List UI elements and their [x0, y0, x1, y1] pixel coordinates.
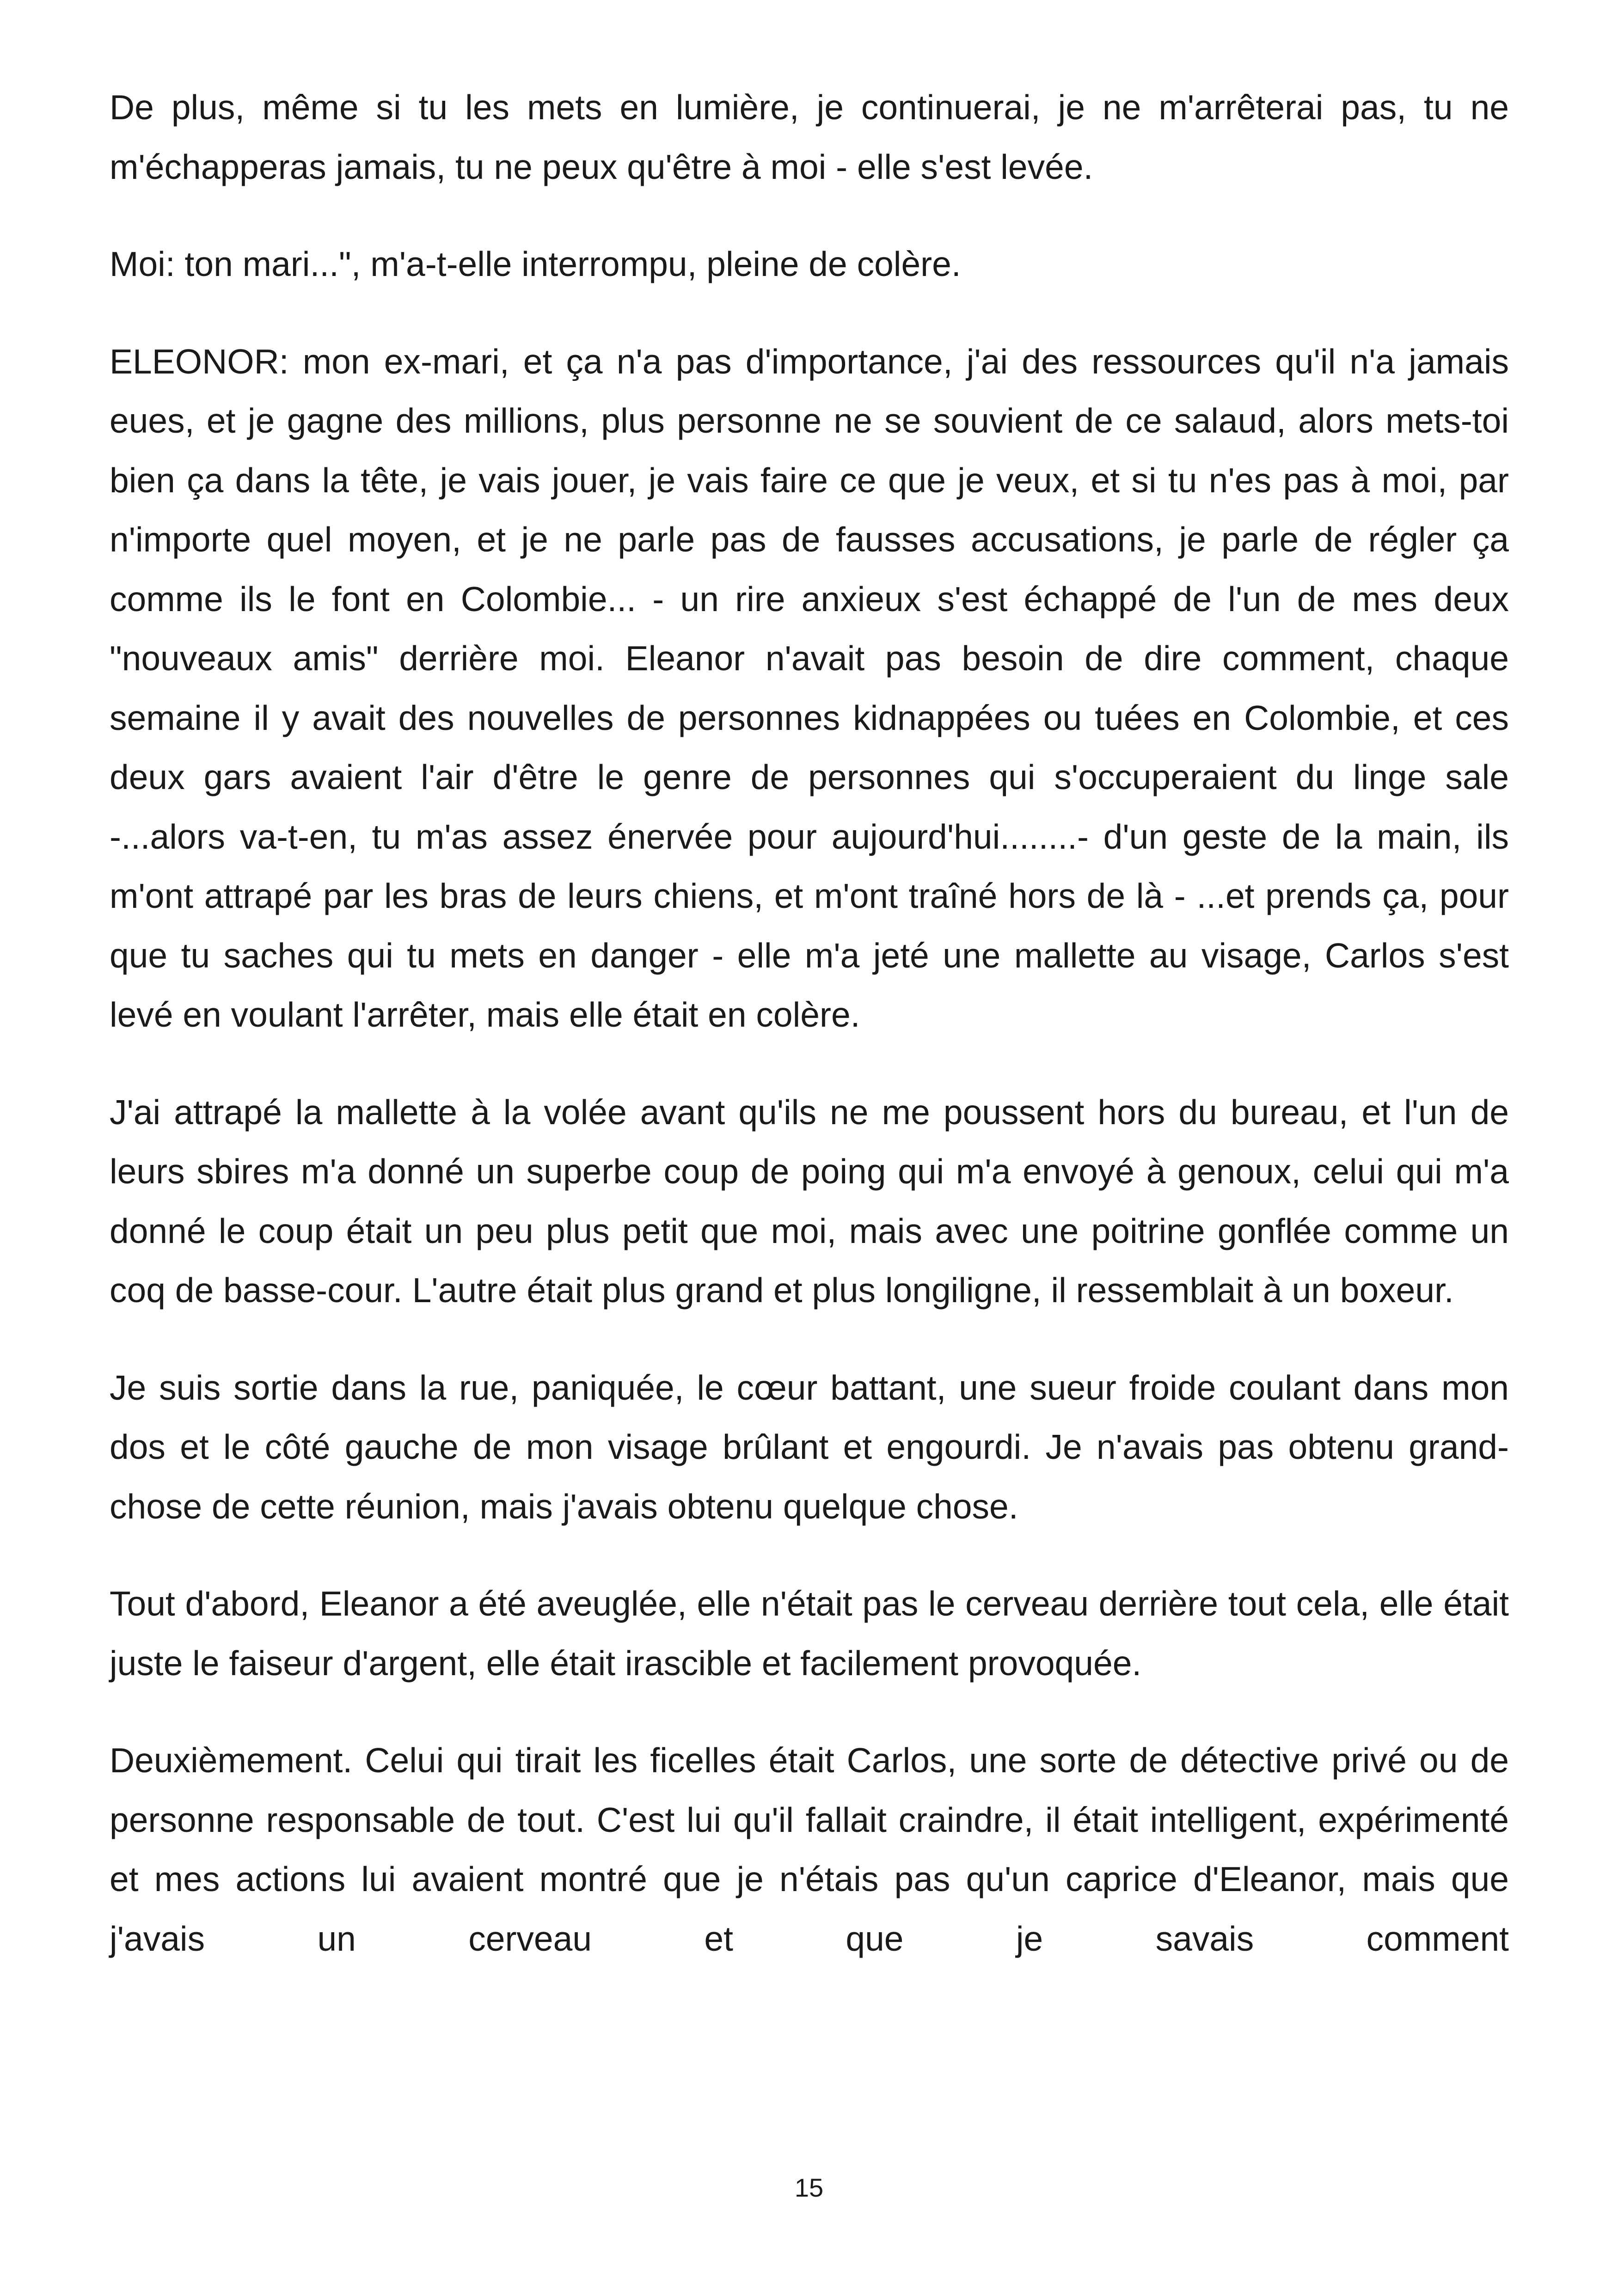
- paragraph-4: J'ai attrapé la mallette à la volée avant qu'ils ne me poussent hors du bureau, et l'un de leurs sbires m'a donné un superbe coup de poing qui m'a envoyé à genoux, celui qui m'a donné le coup était un peu plus petit que moi, mais avec une poitrine gonflée comme un coq de basse-cour. L'autre était plus grand et plus longiligne, il ressemblait à un boxeur.: [110, 1092, 1509, 1310]
- paragraph-5: Je suis sortie dans la rue, paniquée, le cœur battant, une sueur froide coulant dans mon dos et le côté gauche de mon visage brûlant et engourdi. Je n'avais pas obtenu grand-chose de cette réunion, mais j'avais obtenu quelque chose.: [110, 1368, 1509, 1526]
- document-body: [110, 78, 1509, 1968]
- paragraph-2: Moi: ton mari...", m'a-t-elle interrompu, pleine de colère.: [110, 245, 961, 283]
- paragraph-3: ELEONOR: mon ex-mari, et ça n'a pas d'importance, j'ai des ressources qu'il n'a jamais eues, et je gagne des millions, plus personne ne se souvient de ce salaud, alors mets-toi bien ça dans la tête, je vais jouer, je vais faire ce que je veux, et si tu n'es pas à moi, par n'importe quel moyen, et je ne parle pas de fausses accusations, je parle de régler ça comme ils le font en Colombie... - un rire anxieux s'est échappé de l'un de mes deux "nouveaux amis" derrière moi. Eleanor n'avait pas besoin de dire comment, chaque semaine il y avait des nouvelles de personnes kidnappées ou tuées en Colombie, et ces deux gars avaient l'air d'être le genre de personnes qui s'occuperaient du linge sale -...alors va-t-en, tu m'as assez énervée pour aujourd'hui........- d'un geste de la main, ils m'ont attrapé par les bras de leurs chiens, et m'ont traîné hors de là - ...et prends ça, pour que tu saches qui tu mets en danger - elle m'a jeté une mallette au visage, Carlos s'est levé en voulant l'arrêter, mais elle était en colère.: [110, 342, 1509, 1034]
- paragraph-7: Deuxièmement. Celui qui tirait les ficelles était Carlos, une sorte de détective privé ou de personne responsable de tout. C'est lui qu'il fallait craindre, il était intelligent, expérimenté et mes actions lui avaient montré que je n'étais pas qu'un caprice d'Eleanor, mais que j'avais un cerveau et que je savais comment: [110, 1741, 1509, 1958]
- page-number: 15: [794, 2173, 824, 2202]
- paragraph-1: De plus, même si tu les mets en lumière, je continuerai, je ne m'arrêterai pas, tu ne m'échapperas jamais, tu ne peux qu'être à moi - elle s'est levée.: [110, 88, 1509, 186]
- paragraph-6: Tout d'abord, Eleanor a été aveuglée, elle n'était pas le cerveau derrière tout cela, elle était juste le faiseur d'argent, elle était irascible et facilement provoquée.: [110, 1584, 1509, 1683]
